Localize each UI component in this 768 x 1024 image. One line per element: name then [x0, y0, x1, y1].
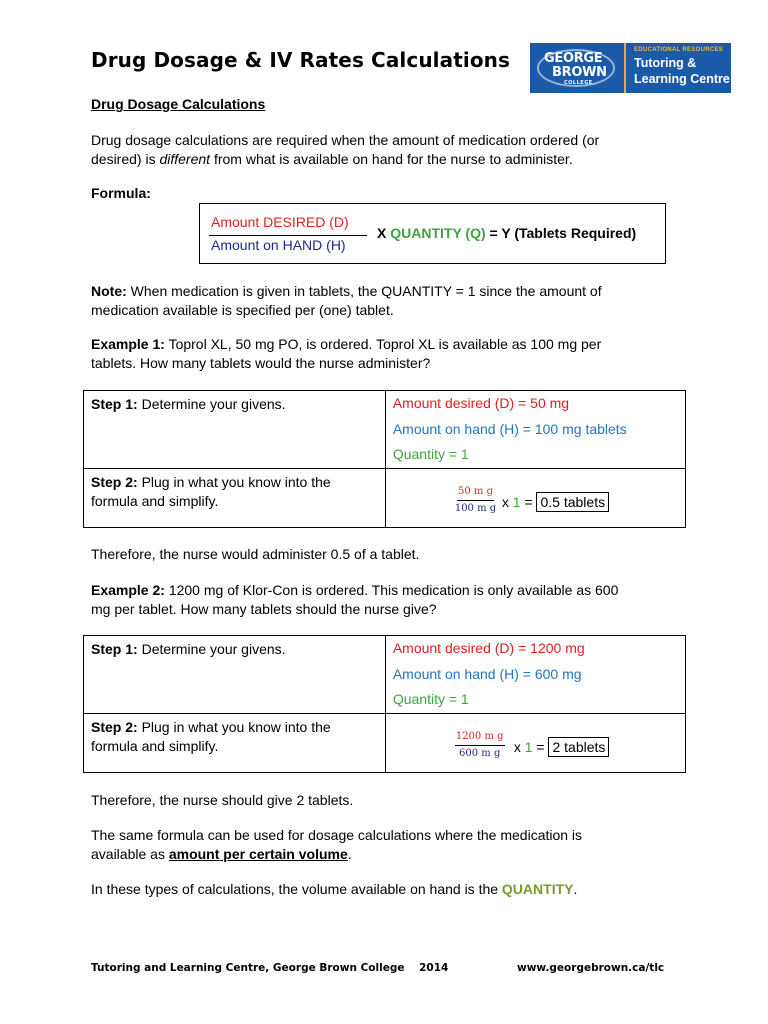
intro-emphasis: different: [159, 151, 211, 167]
example1-question: Example 1: Toprol XL, 50 mg PO, is ordered. Toprol XL is available as 100 mg per tablets. How many tablets would the nurse administer?: [91, 336, 602, 371]
logo-dept-line1: Tutoring &: [634, 56, 697, 70]
quantity-emphasis: QUANTITY: [501, 881, 574, 897]
section-heading: Drug Dosage Calculations: [91, 96, 266, 112]
amount-desired: Amount desired (D) = 50 mg: [392, 395, 570, 411]
logo-dept-line2: Learning Centre: [634, 72, 730, 86]
formula-quantity: QUANTITY (Q): [390, 225, 486, 241]
givens-cell: [385, 391, 685, 469]
george-brown-logo-mark: [530, 43, 624, 93]
example2-question: Example 2: 1200 mg of Klor-Con is ordered. This medication is only available as 600 mg per tablet. How many tablets should the nurse give?: [91, 582, 619, 617]
note-label: Note:: [91, 283, 127, 299]
fraction-bar: [209, 235, 367, 236]
intro-paragraph: [91, 131, 599, 169]
table-row: [84, 636, 686, 714]
formula-rest: X QUANTITY (Q) = Y (Tablets Required): [377, 225, 637, 241]
formula-numerator: Amount DESIRED (D): [211, 214, 349, 230]
college-logo: [530, 43, 731, 93]
table-row: [84, 468, 686, 527]
footer-url: www.georgebrown.ca/tlc: [517, 962, 665, 974]
calculation-cell: [385, 713, 685, 772]
formula-box: [199, 203, 666, 264]
logo-brand-line2: BROWN: [552, 65, 607, 80]
volume-paragraph: The same formula can be used for dosage calculations where the medication is available as amount per certain volume.: [91, 827, 583, 862]
tlc-logo-text: [624, 43, 731, 93]
intro-line1: Drug dosage calculations are required when the amount of medication ordered (or: [91, 132, 600, 148]
step1-cell: Step 1: Determine your givens.: [84, 636, 386, 714]
step2-cell: Step 2: Plug in what you know into the formula and simplify.: [84, 468, 386, 527]
amount-on-hand: Amount on hand (H) = 100 mg tablets: [392, 420, 627, 437]
intro-line2: desired) is different from what is available on hand for the nurse to administer.: [91, 151, 573, 167]
table-row: [84, 391, 686, 469]
calculation-cell: [385, 468, 685, 527]
logo-brand-line1: GEORGE: [544, 51, 603, 66]
footer-year: 2014: [419, 962, 449, 974]
calc-result: x 1 = 2 tablets: [514, 739, 610, 755]
example2-table: [83, 635, 686, 773]
step2-cell: Step 2: Plug in what you know into the formula and simplify.: [84, 713, 386, 772]
quantity: Quantity = 1: [392, 446, 469, 462]
formula-label: Formula:: [91, 185, 151, 201]
answer-box: 0.5 tablets: [536, 492, 609, 512]
example1-conclusion: Therefore, the nurse would administer 0.5 of a tablet.: [91, 546, 420, 562]
example1-label: Example 1:: [91, 336, 165, 352]
calc-fraction: 1200 m g 600 m g: [455, 730, 504, 759]
table-row: [84, 713, 686, 772]
example1-table: [83, 390, 686, 528]
amount-per-volume-emphasis: amount per certain volume: [168, 846, 348, 862]
footer-credit: Tutoring and Learning Centre, George Brown College 2014: [91, 962, 449, 974]
answer-box: 2 tablets: [548, 737, 609, 757]
note-paragraph: Note: When medication is given in tablets, the QUANTITY = 1 since the amount of medication available is specified per (one) tablet.: [91, 283, 602, 318]
calc-fraction: 50 m g 100 m g: [454, 485, 497, 514]
quantity: Quantity = 1: [392, 691, 469, 707]
step1-cell: Step 1: Determine your givens.: [84, 391, 386, 469]
logo-brand-line3: COLLEGE: [564, 80, 593, 86]
givens-cell: [385, 636, 685, 714]
logo-tag: EDUCATIONAL RESOURCES: [634, 47, 724, 53]
calc-result: x 1 = 0.5 tablets: [502, 494, 609, 510]
example2-conclusion: Therefore, the nurse should give 2 tablets.: [91, 792, 354, 808]
amount-on-hand: Amount on hand (H) = 600 mg: [392, 665, 582, 682]
formula-denominator: Amount on HAND (H): [211, 237, 346, 253]
quantity-paragraph: In these types of calculations, the volume available on hand is the QUANTITY.: [91, 881, 578, 897]
example2-label: Example 2:: [91, 582, 165, 598]
page-title: Drug Dosage & IV Rates Calculations: [91, 48, 511, 72]
amount-desired: Amount desired (D) = 1200 mg: [392, 640, 585, 656]
